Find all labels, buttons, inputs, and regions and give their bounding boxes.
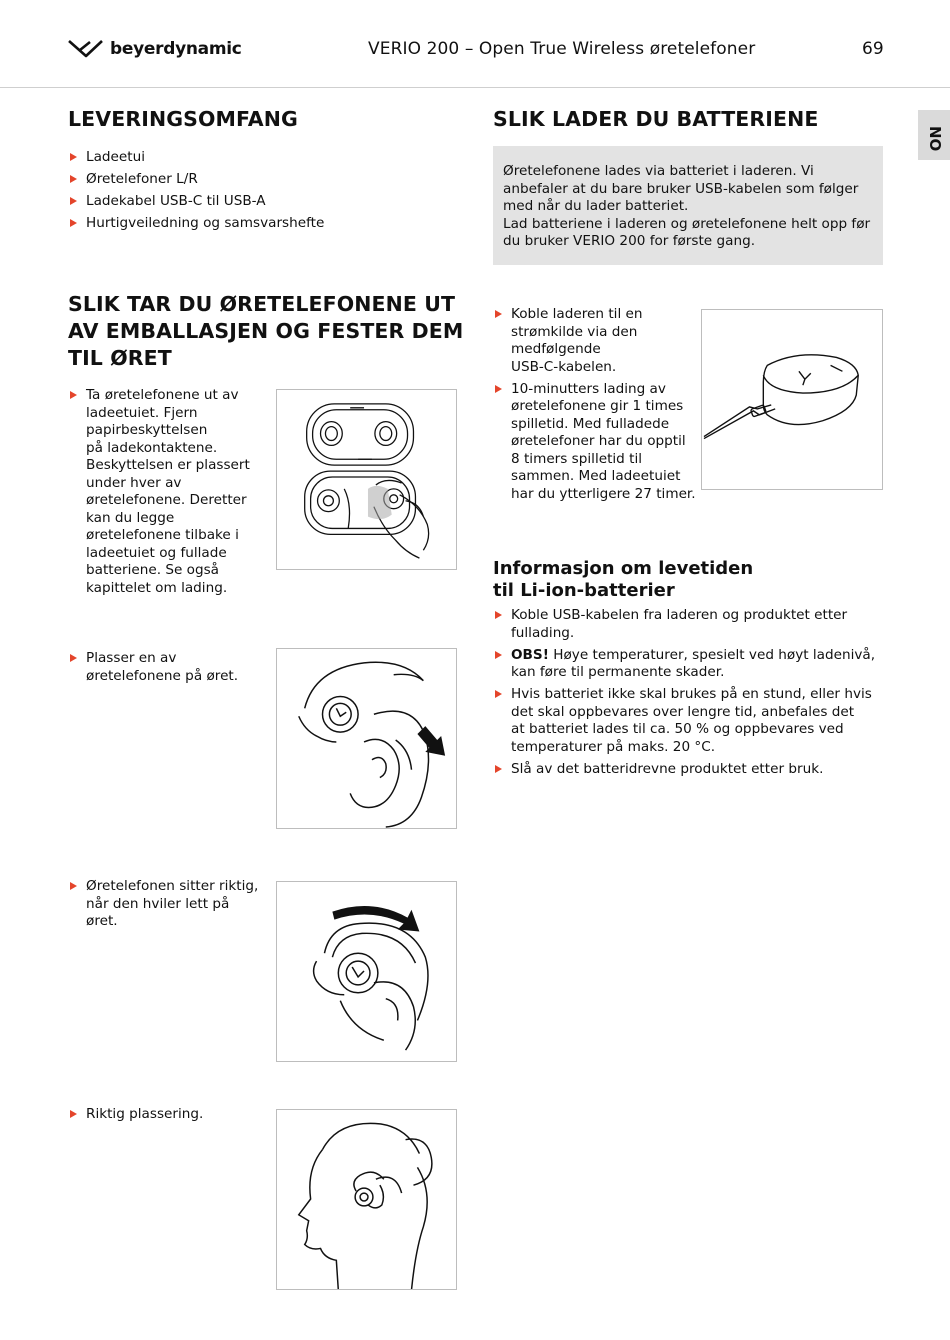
note-line: anbefaler at du bare bruker USB-kabelen som følger bbox=[503, 180, 859, 197]
open-charging-case-illustration bbox=[277, 390, 456, 569]
list-item: Hurtigveiledning og samsvarshefte bbox=[68, 215, 468, 233]
earphone-on-ear-illustration bbox=[277, 649, 456, 828]
charging-case-with-cable-illustration bbox=[702, 310, 882, 489]
language-tab bbox=[918, 110, 950, 160]
note-line: Lad batteriene i laderen og øretelefonene helt opp før bbox=[503, 215, 871, 232]
list-item: Ladekabel USB-C til USB-A bbox=[68, 193, 468, 211]
list-item: Koble laderen til en strømkilde via den medfølgende USB-C-kabelen. bbox=[493, 306, 698, 376]
list-item: Slå av det batteridrevne produktet etter bruk. bbox=[493, 761, 893, 779]
list-item: Øretelefoner L/R bbox=[68, 171, 468, 189]
page-number: 69 bbox=[862, 39, 884, 59]
document-title: VERIO 200 – Open True Wireless øretelefoner bbox=[368, 39, 756, 59]
earphone-correct-fit-illustration bbox=[277, 882, 456, 1061]
note-line: Øretelefonene lades via batteriet i laderen. Vi bbox=[503, 163, 814, 179]
heading-line: Informasjon om levetiden bbox=[493, 558, 754, 579]
charge-heading: SLIK LADER DU BATTERIENE bbox=[493, 107, 819, 131]
unpack-heading bbox=[68, 291, 468, 372]
figure-open-case bbox=[276, 389, 457, 570]
head-profile-illustration bbox=[277, 1110, 456, 1289]
figure-correct-fit bbox=[276, 881, 457, 1062]
battery-heading bbox=[493, 558, 753, 602]
beyerdynamic-logo-icon bbox=[68, 38, 104, 60]
heading-line: SLIK TAR DU ØRETELEFONENE UT bbox=[68, 292, 456, 316]
list-item: Øretelefonen sitter riktig, når den hviler lett på øret. bbox=[68, 878, 268, 931]
charge-list bbox=[493, 306, 698, 503]
unpack-step-1 bbox=[68, 387, 268, 597]
list-item: Hvis batteriet ikke skal brukes på en stund, eller hvis det skal oppbevares over lengre tid, anbefales det at batteriet lades til ca. 50 % og oppbevares ved temperaturer på maks. 20 °C. bbox=[493, 686, 893, 756]
unpack-step-4 bbox=[68, 1106, 268, 1124]
scope-list bbox=[68, 149, 468, 233]
note-line: med når du lader batteriet. bbox=[503, 198, 689, 214]
list-item: Ladeetui bbox=[68, 149, 468, 167]
language-code: NO bbox=[926, 126, 944, 152]
heading-line: TIL ØRET bbox=[68, 346, 172, 370]
figure-head-position bbox=[276, 1109, 457, 1290]
note-line: du bruker VERIO 200 for første gang. bbox=[503, 233, 756, 249]
heading-line: AV EMBALLASJEN OG FESTER DEM bbox=[68, 319, 464, 343]
heading-line: til Li-ion-batterier bbox=[493, 580, 675, 601]
list-item: OBS! Høye temperaturer, spesielt ved høyt ladenivå, kan føre til permanente skader. bbox=[493, 647, 893, 682]
charging-note-box bbox=[493, 146, 883, 265]
unpack-step-3 bbox=[68, 878, 268, 931]
battery-list bbox=[493, 607, 893, 778]
list-item: Koble USB-kabelen fra laderen og produktet etter fullading. bbox=[493, 607, 893, 642]
brand-logo bbox=[68, 38, 242, 60]
figure-charging-case-cable bbox=[701, 309, 883, 490]
brand-name: beyerdynamic bbox=[110, 39, 242, 59]
list-item: Riktig plassering. bbox=[68, 1106, 268, 1124]
list-item: Ta øretelefonene ut av ladeetuiet. Fjern papirbeskyttelsen på ladekontaktene. Beskyttelsen er plassert under hver av øretelefonene. Deretter kan du legge øretelefonene tilbake i ladeetuiet og fullade batteriene. Se også kapittelet om lading. bbox=[68, 387, 268, 597]
list-item: 10-minutters lading av øretelefonene gir 1 times spilletid. Med fulladede øretelefoner har du opptil 8 timers spilletid til sammen. Med ladeetuiet har du ytterligere 27 timer. bbox=[493, 381, 698, 504]
page-header bbox=[0, 0, 950, 88]
unpack-step-2 bbox=[68, 650, 268, 685]
warning-label: OBS! bbox=[511, 646, 549, 663]
list-item: Plasser en av øretelefonene på øret. bbox=[68, 650, 268, 685]
figure-place-on-ear bbox=[276, 648, 457, 829]
scope-heading: LEVERINGSOMFANG bbox=[68, 107, 298, 131]
